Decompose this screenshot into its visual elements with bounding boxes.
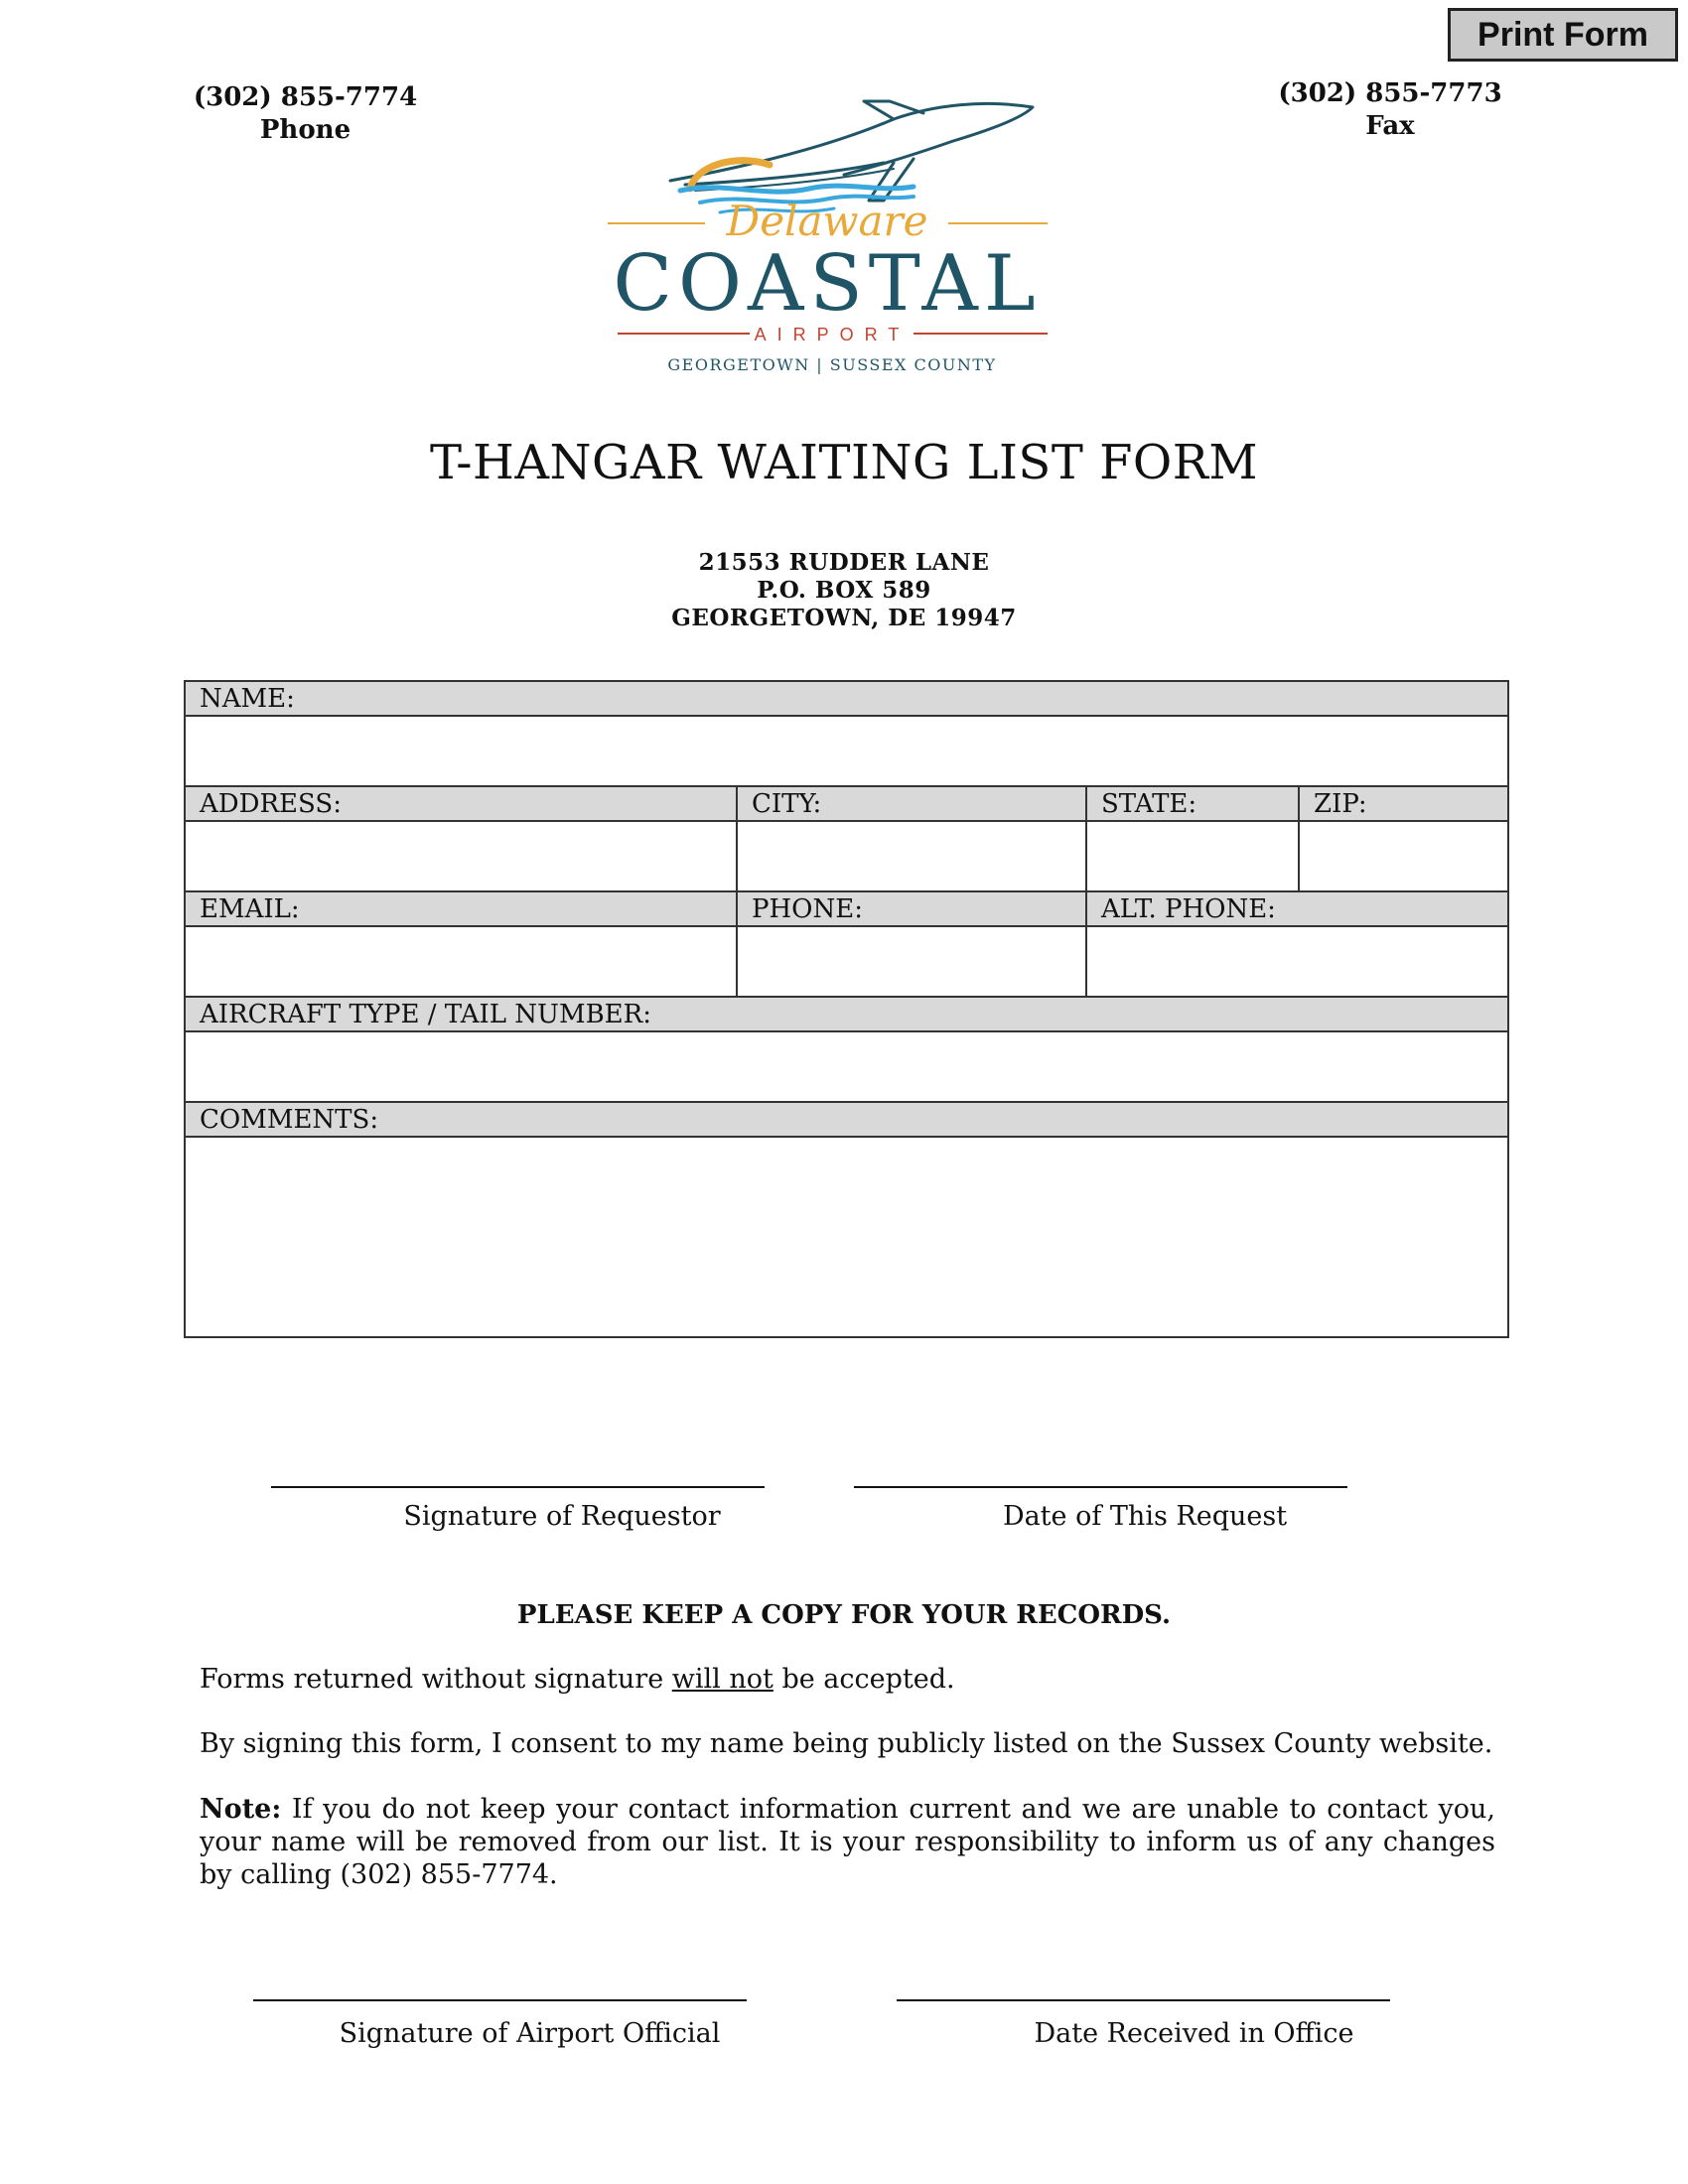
address-label: ADDRESS: <box>186 787 736 822</box>
city-field[interactable] <box>738 822 1085 890</box>
name-field[interactable] <box>186 717 1507 785</box>
page-title: T-HANGAR WAITING LIST FORM <box>429 435 1259 490</box>
state-label: STATE: <box>1087 787 1298 822</box>
signature-notice-pre: Forms returned without signature <box>200 1664 672 1695</box>
alt-phone-field[interactable] <box>1087 927 1507 996</box>
official-signature-line[interactable] <box>253 1999 747 2001</box>
signature-required-notice <box>200 1663 1495 1696</box>
aircraft-field[interactable] <box>186 1032 1507 1101</box>
signature-notice-post: be accepted. <box>773 1664 955 1695</box>
print-form-button[interactable]: Print Form <box>1448 8 1678 62</box>
address-line: P.O. BOX 589 <box>757 577 931 604</box>
phone-number: (302) 855-7774 <box>193 82 418 112</box>
phone-contact <box>179 81 432 147</box>
email-field[interactable] <box>186 927 736 996</box>
request-date-caption: Date of This Request <box>1002 1501 1288 1532</box>
logo-location-text: GEORGETOWN | SUSSEX COUNTY <box>667 355 997 374</box>
state-field[interactable] <box>1087 822 1298 890</box>
email-label: EMAIL: <box>186 892 736 927</box>
city-label: CITY: <box>738 787 1085 822</box>
note-text: If you do not keep your contact information current and we are unable to contact you, your name will be removed from our list. It is your responsibility to inform us of any changes by calling (302) 855-7774. <box>200 1794 1495 1890</box>
requestor-signature-line[interactable] <box>271 1486 765 1488</box>
requestor-signature-caption: Signature of Requestor <box>403 1501 721 1532</box>
phone-field[interactable] <box>738 927 1085 996</box>
logo-sub-text: AIRPORT <box>754 325 911 344</box>
phone-label: Phone <box>259 115 352 145</box>
aircraft-label: AIRCRAFT TYPE / TAIL NUMBER: <box>186 998 1507 1032</box>
name-label: NAME: <box>186 682 1507 717</box>
received-date-caption: Date Received in Office <box>1034 2018 1354 2049</box>
fax-label: Fax <box>1365 111 1415 141</box>
contact-update-note <box>200 1793 1495 1891</box>
fax-contact <box>1261 77 1519 143</box>
address-field[interactable] <box>186 822 736 890</box>
alt-phone-label: ALT. PHONE: <box>1087 892 1507 927</box>
comments-field[interactable] <box>186 1138 1507 1336</box>
official-signature-caption: Signature of Airport Official <box>339 2018 721 2049</box>
request-date-line[interactable] <box>854 1486 1347 1488</box>
zip-field[interactable] <box>1300 822 1507 890</box>
signature-notice-emphasis: will not <box>671 1664 774 1695</box>
waiting-list-form <box>184 680 1509 1338</box>
consent-notice: By signing this form, I consent to my name being publicly listed on the Sussex County website. <box>200 1728 1493 1759</box>
fax-number: (302) 855-7773 <box>1278 78 1502 108</box>
note-label: Note: <box>200 1794 282 1825</box>
received-date-line[interactable] <box>897 1999 1390 2001</box>
address-line: GEORGETOWN, DE 19947 <box>671 605 1017 631</box>
mailing-address <box>0 549 1688 632</box>
airport-logo <box>596 89 1092 387</box>
logo-script-text: Delaware <box>726 197 928 245</box>
address-line: 21553 RUDDER LANE <box>698 549 990 576</box>
zip-label: ZIP: <box>1300 787 1507 822</box>
logo-main-text: COASTAL <box>613 239 1042 329</box>
comments-label: COMMENTS: <box>186 1103 1507 1138</box>
phone-label: PHONE: <box>738 892 1085 927</box>
keep-copy-notice: PLEASE KEEP A COPY FOR YOUR RECORDS. <box>516 1600 1172 1630</box>
